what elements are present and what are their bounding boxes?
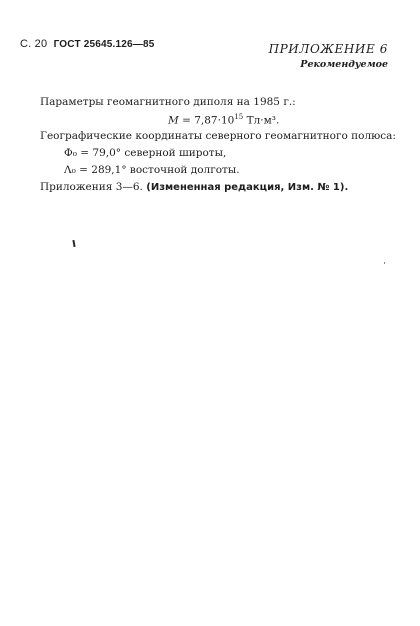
scan-speck <box>384 262 385 264</box>
revision-note <box>40 181 348 193</box>
appendix-heading <box>269 42 388 70</box>
page-header <box>20 38 155 50</box>
dipole-moment-formula <box>168 113 279 127</box>
phi-symbol: Ф₀ <box>64 147 77 159</box>
moment-unit: Тл·м³. <box>243 114 280 127</box>
revision-note-bold: (Измененная редакция, Изм. № 1). <box>146 182 349 193</box>
longitude-value: = 289,1° восточной долготы. <box>75 164 240 176</box>
moment-value: = 7,87·10 <box>178 114 235 127</box>
latitude-value: = 79,0° северной широты, <box>76 147 227 159</box>
appendix-title: ПРИЛОЖЕНИЕ 6 <box>268 42 388 56</box>
page-number: С. 20 <box>20 38 48 50</box>
revision-note-text: Приложения 3—6. <box>40 181 147 193</box>
moment-symbol: М <box>168 114 179 127</box>
latitude-line <box>64 147 226 159</box>
ink-mark <box>72 240 75 247</box>
standard-number: ГОСТ 25645.126—85 <box>53 39 155 50</box>
appendix-subtitle: Рекомендуемое <box>300 59 388 70</box>
longitude-line <box>64 164 240 176</box>
dipole-parameters-line: Параметры геомагнитного диполя на 1985 г.: <box>40 96 296 108</box>
pole-coordinates-line: Географические координаты северного геомагнитного полюса: <box>40 130 396 142</box>
lambda-symbol: Λ₀ <box>64 164 76 176</box>
moment-exponent: 15 <box>234 113 244 121</box>
